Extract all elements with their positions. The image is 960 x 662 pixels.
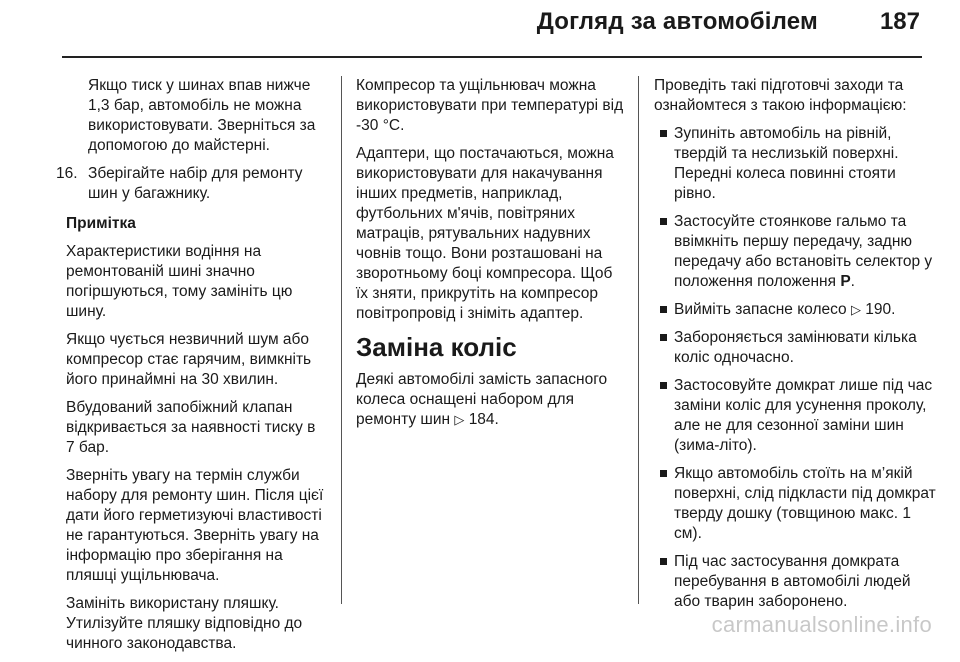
paragraph: Замініть використану пляшку. Утилізуйте пляшку відповідно до чинного законодавства. [66,595,303,652]
paragraph: Вбудований запобіжний клапан відкривається за наявності тиску в 7 бар. [66,399,316,456]
gear-position: P [840,273,851,290]
bullet-icon [660,334,667,341]
bullet-icon [660,382,667,389]
bullet-icon [660,306,667,313]
note-title: Примітка [66,215,136,232]
column-2 [356,76,628,438]
step-16 [56,164,328,204]
paragraph: Деякі автомобілі замість запасного колеса оснащені набором для ремонту шин ▷ 184. [356,371,608,428]
column-1 [56,76,328,662]
bullet-icon [660,130,667,137]
column-3 [654,76,936,620]
list-item: Забороняється замінювати кілька коліс одночасно. [654,328,936,368]
step-number: 16. [56,165,78,182]
paragraph: Адаптери, що постачаються, можна використовувати для накачування інших предметів, наприклад, футбольних м'ячів, повітряних матраців, рятувальних надувних човнів тощо. Вони розташовані на зворотньому боці компресора. Щоб їх зняти, прикрутіть на компресор повітропровід і зніміть адаптер. [356,145,614,322]
list-item: Застосуйте стоянкове гальмо та ввімкніть першу передачу, задню передачу або встановіть селектор у положення положення P. [654,212,936,292]
column-divider [638,76,639,604]
column-divider [341,76,342,604]
bullet-list [654,124,936,612]
page-number: 187 [879,8,920,35]
section-title: Заміна коліс [356,332,517,362]
list-item: Застосовуйте домкрат лише під час заміни коліс для усунення проколу, але не для сезонної заміни шин (зима-літо). [654,376,936,456]
chevron-right-icon: ▷ [850,302,861,317]
paragraph: Зверніть увагу на термін служби набору для ремонту шин. Після цієї дати його герметизуючі властивості не гарантуються. Зверніть увагу на інформацію про зберігання на пляшці ущільнювача. [66,467,324,584]
chevron-right-icon: ▷ [454,412,465,427]
header-divider [62,56,922,58]
page-title: Догляд за автомобілем [536,8,818,35]
paragraph: Якщо тиск у шинах впав нижче 1,3 бар, автомобіль не можна використовувати. Зверніться за допомогою до майстерні. [88,77,316,154]
bullet-icon [660,558,667,565]
paragraph: Компресор та ущільнювач можна використовувати при температурі від -30 °C. [356,77,624,134]
paragraph: Якщо чується незвичний шум або компресор стає гарячим, вимкніть його принаймні на 30 хвилин. [66,331,312,388]
list-item: Вийміть запасне колесо ▷ 190. [654,300,936,320]
step-text: Зберігайте набір для ремонту шин у багажнику. [88,165,303,202]
page-reference-link[interactable]: 190. [865,301,896,318]
list-item: Зупиніть автомобіль на рівній, твердій та неслизькій поверхні. Передні колеса повинні стояти рівно. [654,124,936,204]
paragraph: Проведіть такі підготовчі заходи та ознайомтеся з такою інформацією: [654,77,907,114]
list-item: Під час застосування домкрата перебування в автомобілі людей або тварин заборонено. [654,552,936,612]
watermark: carmanualsonline.info [711,612,932,637]
page-reference-link[interactable]: 184. [468,411,499,428]
list-item: Якщо автомобіль стоїть на м’якій поверхні, слід підкласти під домкрат тверду дошку (товщиною макс. 1 см). [654,464,936,544]
bullet-icon [660,470,667,477]
bullet-icon [660,218,667,225]
note-text: Характеристики водіння на ремонтованій шині значно погіршуються, тому замініть цю шину. [66,243,293,320]
